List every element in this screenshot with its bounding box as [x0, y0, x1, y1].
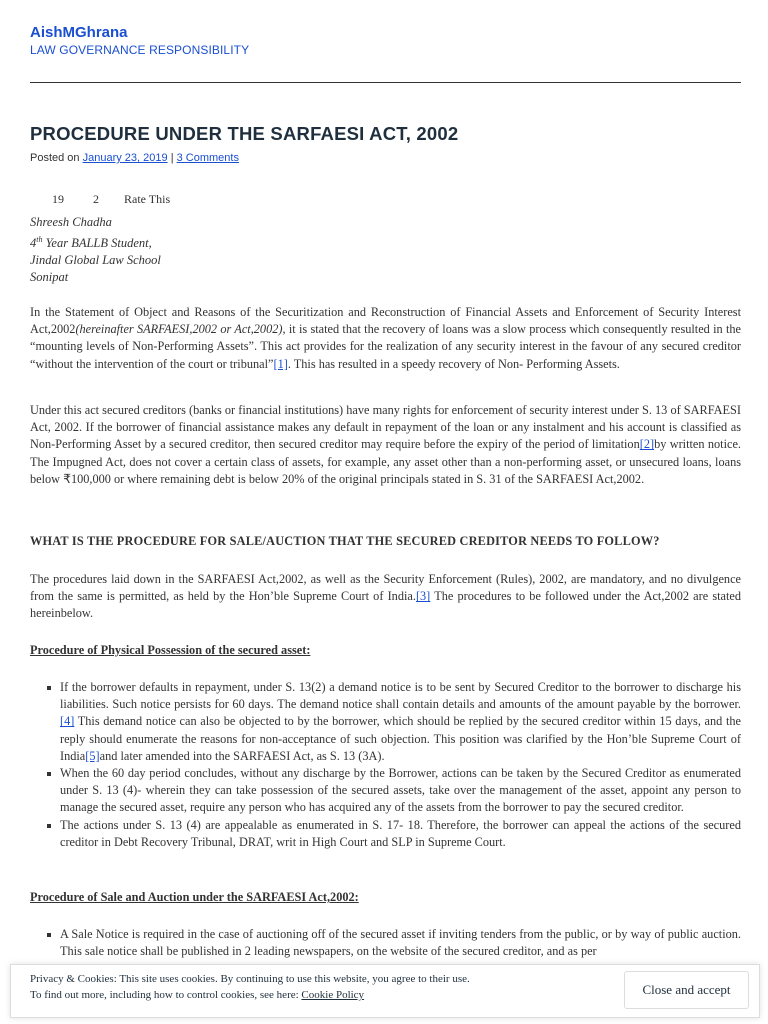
intro-text-a: In the Statement of Object and Reasons of the Securitization and Reconstruction of Financial Assets and Enforcement of Security Interest Act,2002: [30, 305, 741, 337]
author-block: [30, 214, 161, 286]
list-item-text: and later amended into the SARFAESI Act, as S. 13 (3A).: [99, 748, 385, 763]
paragraph-procedures: [30, 571, 741, 623]
cookie-banner: [10, 964, 760, 1018]
possession-list: [30, 679, 741, 851]
sale-list: [30, 926, 741, 960]
heading-physical-possession: Procedure of Physical Possession of the secured asset:: [30, 643, 311, 657]
author-school: Jindal Global Law School: [30, 253, 161, 268]
list-item: [30, 679, 741, 765]
cookie-line-2: [30, 987, 470, 1003]
rating-widget: [52, 192, 170, 207]
author-name: Shreesh Chadha: [30, 215, 112, 229]
intro-text-italic: (hereinafter SARFAESI,2002 or Act,2002): [75, 322, 283, 337]
author-place: Sonipat: [30, 270, 69, 285]
question-heading: WHAT IS THE PROCEDURE FOR SALE/AUCTION THAT THE SECURED CREDITOR NEEDS TO FOLLOW?: [30, 534, 660, 548]
close-and-accept-button[interactable]: Close and accept: [624, 971, 749, 1009]
rights-text-b: by written notice. The Impugned Act, does not cover a certain class of assets, for example, any asset other than a non-performing asset, or unsecured loans, loans below ₹100,000 or where remaining debt is below 20% of the original principals stated in S. 31 of the SARFAESI Act,2002.: [30, 437, 741, 486]
site-title-link[interactable]: AishMGhrana: [30, 24, 128, 41]
author-year: [30, 231, 161, 252]
site-header: [30, 24, 249, 57]
list-item: The actions under S. 13 (4) are appealable as enumerated in S. 17- 18. Therefore, the borrower can appeal the actions of the secured creditor in Debt Recovery Tribunal, DRAT, writ in High Court and SLP in Supreme Court.: [30, 817, 741, 851]
intro-text-d: . This has resulted in a speedy recovery of Non- Performing Assets.: [287, 356, 620, 371]
dislike-count[interactable]: 2: [93, 192, 99, 206]
post-title: PROCEDURE UNDER THE SARFAESI ACT, 2002: [30, 123, 459, 144]
like-count[interactable]: 19: [52, 192, 64, 206]
list-item: A Sale Notice is required in the case of auctioning off of the secured asset if inviting tenders from the public, or by way of public auction. This sale notice shall be published in 2 leading newspapers, on the website of the secured creditor, and as per: [30, 926, 741, 960]
footnote-link-1[interactable]: [1]: [273, 356, 288, 371]
footnote-link-5[interactable]: [5]: [85, 748, 100, 763]
cookie-text: [30, 971, 470, 1003]
cookie-line-1: Privacy & Cookies: This site uses cookies. By continuing to use this website, you agree to their use.: [30, 973, 470, 985]
meta-separator: |: [170, 152, 174, 164]
procedures-text-a: The procedures laid down in the SARFAESI Act,2002, as well as the Security Enforcement (Rules), 2002, are mandatory, and no divulgence from the same is permitted, as held by the Hon’ble Supreme Court of India.: [30, 572, 741, 604]
author-year-suffix: th: [36, 235, 43, 244]
procedures-text-b: The procedures to be followed under the Act,2002 are stated hereinbelow.: [30, 589, 741, 621]
intro-text-c: , it is stated that the recovery of loans was a slow process which consequently resulted in the “mounting levels of Non-Performing Assets”. This act provides for the realization of any security interest in the favour of any secured creditor “without the intervention of the court or tribunal”: [30, 322, 741, 371]
post-date-link[interactable]: January 23, 2019: [82, 152, 168, 164]
paragraph-rights: [30, 402, 741, 488]
cookie-line-2-prefix: To find out more, including how to control cookies, see here:: [30, 989, 302, 1001]
post-meta: [30, 152, 239, 164]
author-year-text: Year BALLB Student,: [42, 236, 152, 251]
footnote-link-3[interactable]: [3]: [415, 589, 431, 604]
rate-this-label[interactable]: Rate This: [124, 192, 171, 206]
rights-text-a: Under this act secured creditors (banks or financial institutions) have many rights for enforcement of security interest under S. 13 of SARFAESI Act, 2002. If the borrower of financial assistance makes any default in repayment of the loan or any instalment and his account is classified as Non-Performing Asset by a secured creditor, then secured creditor may require before the expiry of the period of limitation: [30, 403, 741, 452]
paragraph-intro: [30, 304, 741, 373]
list-item-text: This demand notice can also be objected to by the borrower, which should be replied by the secured creditor within 15 days, and the reply should enumerate the reasons for non-acceptance of such objection. This position was clarified by the Hon’ble Supreme Court of India: [60, 714, 741, 763]
header-divider: [30, 82, 741, 83]
site-description: LAW GOVERNANCE RESPONSIBILITY: [30, 43, 250, 57]
footnote-link-4[interactable]: [4]: [60, 714, 75, 729]
comments-link[interactable]: 3 Comments: [176, 152, 239, 164]
list-item: When the 60 day period concludes, without any discharge by the Borrower, actions can be taken by the Secured Creditor as enumerated under S. 13 (4)- wherein they can take possession of the secured assets, take over the management of the asset, appoint any person to manage the secured asset, require any person who has acquired any of the assets from the borrower to pay the secured creditor.: [30, 765, 741, 817]
footnote-link-2[interactable]: [2]: [639, 437, 655, 452]
heading-sale-auction: Procedure of Sale and Auction under the SARFAESI Act,2002:: [30, 890, 359, 904]
cookie-policy-link[interactable]: Cookie Policy: [301, 989, 365, 1001]
posted-on-label: Posted on: [30, 152, 80, 164]
author-year-number: 4: [30, 236, 37, 251]
list-item-text: If the borrower defaults in repayment, under S. 13(2) a demand notice is to be sent by Secured Creditor to the borrower to discharge his liabilities. Such notice persists for 60 days. The demand notice shall contain details and amounts of the amount payable by the borrower.: [60, 680, 741, 712]
